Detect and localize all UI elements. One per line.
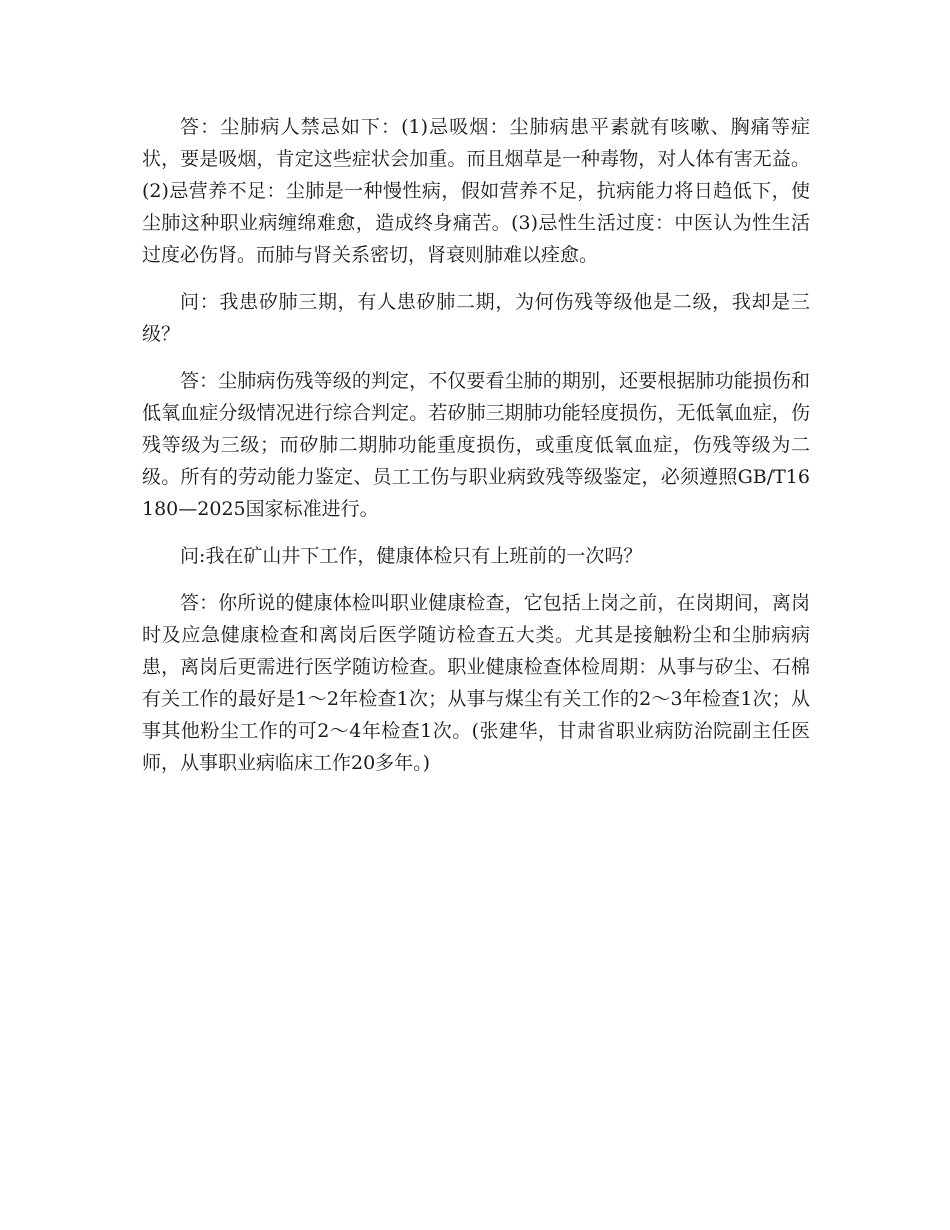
question-paragraph-disability-grade: 问：我患矽肺三期，有人患矽肺二期，为何伤残等级他是二级，我却是三级？ bbox=[142, 291, 810, 345]
answer-paragraph-disability-grade: 答：尘肺病伤残等级的判定，不仅要看尘肺的期别，还要根据肺功能损伤和低氧血症分级情况进行综合判定。若矽肺三期肺功能轻度损伤，无低氧血症，伤残等级为三级；而矽肺二期肺功能重度损伤，或重度低氧血症，伤残等级为二级。所有的劳动能力鉴定、员工工伤与职业病致残等级鉴定，必须遵照GB/T16180—2025国家标准进行。 bbox=[142, 370, 810, 520]
question-paragraph-health-check: 问:我在矿山井下工作，健康体检只有上班前的一次吗？ bbox=[180, 545, 643, 567]
answer-paragraph-health-check: 答：你所说的健康体检叫职业健康检查，它包括上岗之前，在岗期间，离岗时及应急健康检查和离岗后医学随访检查五大类。尤其是接触粉尘和尘肺病病患，离岗后更需进行医学随访检查。职业健康检查体检周期：从事与矽尘、石棉有关工作的最好是1～2年检查1次；从事与煤尘有关工作的2～3年检查1次；从事其他粉尘工作的可2～4年检查1次。(张建华，甘肃省职业病防治院副主任医师，从事职业病临床工作20多年。) bbox=[142, 592, 810, 774]
answer-paragraph-contraindications: 答：尘肺病人禁忌如下：(1)忌吸烟：尘肺病患平素就有咳嗽、胸痛等症状，要是吸烟，肯定这些症状会加重。而且烟草是一种毒物，对人体有害无益。(2)忌营养不足：尘肺是一种慢性病，假如营养不足，抗病能力将日趋低下，使尘肺这种职业病缠绵难愈，造成终身痛苦。(3)忌性生活过度：中医认为性生活过度必伤肾。而肺与肾关系密切，肾衰则肺难以痊愈。 bbox=[142, 116, 810, 266]
document-body bbox=[142, 111, 810, 794]
